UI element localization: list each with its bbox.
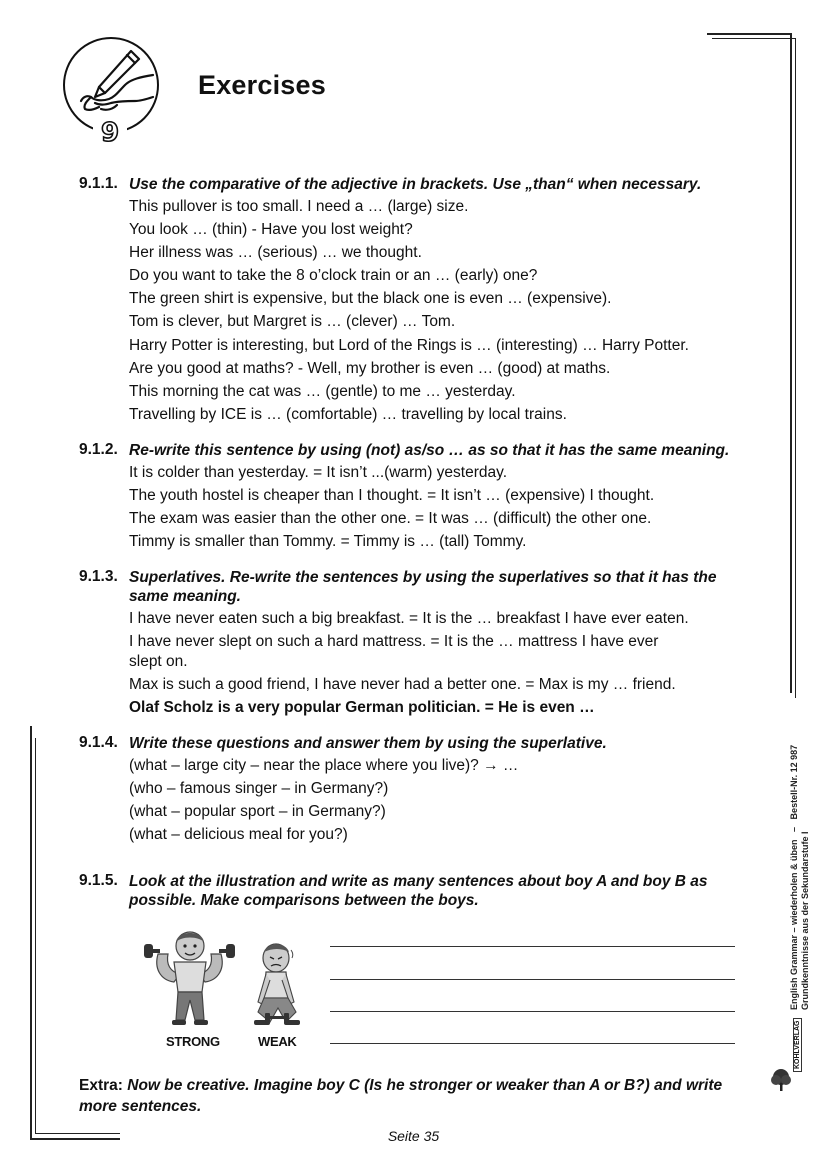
exercise-line: I have never slept on such a hard mattress. = It is the … mattress I have ever xyxy=(129,633,659,650)
page-number: Seite 35 xyxy=(387,1128,440,1144)
exercise-line: You look … (thin) - Have you lost weight? xyxy=(129,221,413,238)
exercise-line: Her illness was … (serious) … we thought. xyxy=(129,244,422,261)
frame-left-vertical xyxy=(30,726,32,1139)
extra-task xyxy=(79,1075,759,1117)
strong-label: STRONG xyxy=(166,1034,220,1049)
frame-right-vertical-inner xyxy=(795,38,796,698)
exercise-line: slept on. xyxy=(129,653,188,670)
exercise-line: Olaf Scholz is a very popular German politician. = He is even … xyxy=(129,699,595,716)
exercise-line: Do you want to take the 8 o’clock train or an … (early) one? xyxy=(129,267,538,284)
exercise-line: (what – delicious meal for you?) xyxy=(129,826,348,843)
exercise-line: Travelling by ICE is … (comfortable) … travelling by local trains. xyxy=(129,406,567,423)
side-info-line2: Grundkenntnisse aus der Sekundarstufe I xyxy=(800,831,810,1010)
page-title: Exercises xyxy=(198,70,326,100)
exercise-number: 9.1.3. xyxy=(79,568,118,585)
frame-left-vertical-inner xyxy=(35,738,36,1134)
extra-label: Extra: xyxy=(79,1077,123,1094)
chapter-number: 9 xyxy=(93,117,127,149)
exercise-instruction: Write these questions and answer them by using the superlative. xyxy=(129,735,607,752)
exercise-instruction: Use the comparative of the adjective in brackets. Use „than“ when necessary. xyxy=(129,176,702,193)
exercise-line: Timmy is smaller than Tommy. = Timmy is … (tall) Tommy. xyxy=(129,533,527,550)
answer-line[interactable] xyxy=(330,979,735,980)
weak-boy-illustration xyxy=(246,942,310,1028)
exercise-line: The green shirt is expensive, but the black one is even … (expensive). xyxy=(129,290,612,307)
answer-line[interactable] xyxy=(330,1011,735,1012)
exercise-number: 9.1.1. xyxy=(79,175,118,192)
exercise-number: 9.1.2. xyxy=(79,441,118,458)
exercise-line: (what – large city – near the place where you live)? → … xyxy=(129,757,519,774)
answer-line[interactable] xyxy=(330,946,735,947)
extra-text: Now be creative. Imagine boy C (Is he stronger or weaker than A or B?) and write more sentences. xyxy=(79,1077,723,1115)
publisher-logo: KOHLVERLAG xyxy=(793,1018,802,1072)
exercise-instruction: Look at the illustration and write as many sentences about boy A and boy B as possible. Make comparisons between the boys. xyxy=(129,873,708,909)
exercise-instruction: Re-write this sentence by using (not) as/so … as so that it has the same meaning. xyxy=(129,442,730,459)
strong-boy-illustration xyxy=(140,928,245,1030)
side-info-line1: English Grammar – wiederholen & üben xyxy=(789,839,799,1010)
exercise-number: 9.1.4. xyxy=(79,734,118,751)
exercise-number: 9.1.5. xyxy=(79,872,118,889)
exercise-line: This pullover is too small. I need a … (large) size. xyxy=(129,198,469,215)
exercise-line: This morning the cat was … (gentle) to me … yesterday. xyxy=(129,383,516,400)
weak-label: WEAK xyxy=(258,1034,297,1049)
frame-top-right-horizontal xyxy=(707,33,791,35)
answer-line[interactable] xyxy=(330,1043,735,1044)
side-info: English Grammar – wiederholen & üben – Bestell-Nr. 12 987 Grundkenntnisse aus der Sekundarstufe I xyxy=(789,744,810,1010)
frame-right-vertical xyxy=(790,33,792,693)
exercise-line: (who – famous singer – in Germany?) xyxy=(129,780,389,797)
side-info-order-number: Bestell-Nr. 12 987 xyxy=(789,744,799,820)
frame-top-right-horizontal-inner xyxy=(712,38,796,39)
exercise-line: Harry Potter is interesting, but Lord of the Rings is … (interesting) … Harry Potter. xyxy=(129,337,689,354)
exercise-line: Max is such a good friend, I have never had a better one. = Max is my … friend. xyxy=(129,676,676,693)
exercise-line: Are you good at maths? - Well, my brother is even … (good) at maths. xyxy=(129,360,611,377)
exercise-line: The exam was easier than the other one. = It was … (difficult) the other one. xyxy=(129,510,652,527)
tree-logo-icon xyxy=(770,1068,792,1092)
exercise-line: Tom is clever, but Margret is … (clever) … Tom. xyxy=(129,313,456,330)
exercise-line: I have never eaten such a big breakfast. = It is the … breakfast I have ever eaten. xyxy=(129,610,689,627)
exercise-line: (what – popular sport – in Germany?) xyxy=(129,803,386,820)
exercise-line: The youth hostel is cheaper than I thought. = It isn’t … (expensive) I thought. xyxy=(129,487,655,504)
exercise-line: It is colder than yesterday. = It isn’t ...(warm) yesterday. xyxy=(129,464,508,481)
exercise-instruction: Superlatives. Re-write the sentences by using the superlatives so that it has the same meaning. xyxy=(129,569,717,605)
